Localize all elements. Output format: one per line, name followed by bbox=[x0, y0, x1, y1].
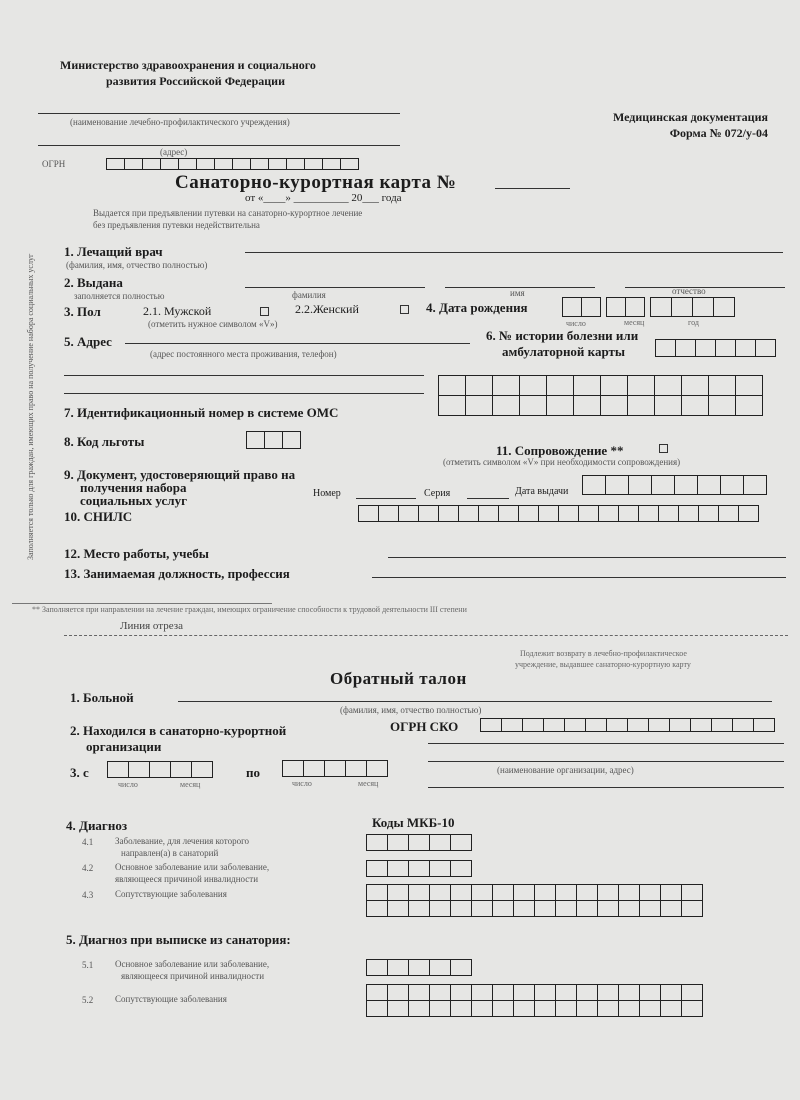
doc-number-line[interactable] bbox=[356, 498, 416, 499]
talon-title: Обратный талон bbox=[330, 669, 467, 688]
field9-label3: социальных услуг bbox=[80, 493, 187, 508]
d42-text2: являющееся причиной инвалидности bbox=[115, 874, 259, 884]
female-checkbox[interactable] bbox=[400, 305, 409, 314]
field8-label: 8. Код льготы bbox=[64, 434, 145, 449]
icd-header: Коды МКБ-10 bbox=[372, 815, 455, 830]
d41-code-boxes[interactable] bbox=[366, 834, 472, 851]
d43-num: 4.3 bbox=[82, 890, 94, 900]
patient-line[interactable] bbox=[178, 701, 772, 702]
d42-code-boxes[interactable] bbox=[366, 860, 472, 877]
card-number-line[interactable] bbox=[495, 188, 570, 189]
field6-label: 6. № истории болезни или bbox=[486, 328, 639, 343]
birth-month-boxes[interactable] bbox=[606, 297, 645, 317]
field12-label: 12. Место работы, учебы bbox=[64, 546, 209, 561]
address-line-1[interactable] bbox=[125, 343, 470, 344]
field3-label: 3. Пол bbox=[64, 304, 101, 319]
d42-text1: Основное заболевание или заболевание, bbox=[115, 862, 270, 872]
history-number-boxes[interactable] bbox=[655, 339, 776, 357]
issue-date-boxes[interactable] bbox=[582, 475, 767, 495]
field9-label2: получения набора bbox=[80, 480, 187, 495]
snils-boxes[interactable] bbox=[358, 505, 759, 522]
card-note-line2: без предъявления путевки недействительна bbox=[93, 220, 260, 230]
d51-code-boxes[interactable] bbox=[366, 959, 472, 976]
from-date-boxes[interactable] bbox=[107, 761, 213, 778]
d52-num: 5.2 bbox=[82, 995, 94, 1005]
from-day-caption: число bbox=[118, 780, 138, 789]
address-line-3[interactable] bbox=[64, 393, 424, 394]
org-line-1[interactable] bbox=[428, 743, 784, 744]
sex-caption: (отметить нужное символом «V») bbox=[148, 319, 278, 329]
escort-checkbox[interactable] bbox=[659, 444, 668, 453]
field1-line[interactable] bbox=[245, 252, 783, 253]
ogrn-label: ОГРН bbox=[42, 159, 66, 169]
issue-date-label: Дата выдачи bbox=[515, 486, 569, 497]
to-month-caption: месяц bbox=[358, 779, 379, 788]
doc-type: Медицинская документация bbox=[612, 110, 768, 124]
org-name-caption: (наименование лечебно-профилактического учреждения) bbox=[70, 117, 290, 127]
footnote: ** Заполняется при направлении на лечение граждан, имеющих ограничение способности к трудовой деятельности III степени bbox=[32, 605, 467, 614]
doc-series-line[interactable] bbox=[467, 498, 509, 499]
month-caption: месяц bbox=[624, 318, 645, 327]
cut-line bbox=[64, 635, 788, 636]
talon3-to-label: по bbox=[246, 765, 260, 780]
org-name-line[interactable] bbox=[38, 113, 400, 114]
talon1-label: 1. Больной bbox=[70, 690, 134, 705]
cut-line-label: Линия отреза bbox=[120, 620, 183, 632]
d43-code-row1[interactable] bbox=[366, 884, 703, 901]
male-label: 2.1. Мужской bbox=[143, 304, 212, 318]
name-caption: имя bbox=[510, 288, 525, 298]
footnote-rule bbox=[12, 603, 272, 604]
field7-label: 7. Идентификационный номер в системе ОМС bbox=[64, 405, 339, 420]
d41-text2: направлен(а) в санаторий bbox=[121, 848, 219, 858]
field9-label: 9. Документ, удостоверяющий право на bbox=[64, 467, 296, 482]
d43-code-row2[interactable] bbox=[366, 900, 703, 917]
patronymic-caption: отчество bbox=[672, 286, 706, 296]
d41-text1: Заболевание, для лечения которого bbox=[115, 836, 250, 846]
position-line[interactable] bbox=[372, 577, 786, 578]
d41-num: 4.1 bbox=[82, 837, 94, 847]
d51-text1: Основное заболевание или заболевание, bbox=[115, 959, 270, 969]
side-note: Заполняется только для граждан, имеющих право на получение набора социальных услуг bbox=[26, 253, 35, 560]
field6-label2: амбулаторной карты bbox=[502, 344, 626, 359]
talon4-label: 4. Диагноз bbox=[66, 818, 128, 833]
ministry-line1: Министерство здравоохранения и социального bbox=[60, 58, 316, 72]
card-note-line1: Выдается при предъявлении путевки на санаторно-курортное лечение bbox=[93, 208, 363, 218]
org-line-3[interactable] bbox=[428, 787, 784, 788]
birth-year-boxes[interactable] bbox=[650, 297, 735, 317]
from-month-caption: месяц bbox=[180, 780, 201, 789]
d43-text1: Сопутствующие заболевания bbox=[115, 889, 227, 899]
field4-label: 4. Дата рождения bbox=[426, 300, 528, 315]
form-number: Форма № 072/у-04 bbox=[669, 126, 768, 140]
address-line[interactable] bbox=[38, 145, 400, 146]
address-caption: (адрес) bbox=[160, 147, 188, 157]
doc-series-label: Серия bbox=[424, 488, 451, 499]
field5-caption: (адрес постоянного места проживания, телефон) bbox=[150, 349, 337, 359]
ogrn-boxes[interactable] bbox=[106, 158, 359, 170]
field1-label: 1. Лечащий врач bbox=[64, 244, 163, 259]
talon2-label2: организации bbox=[86, 739, 162, 754]
talon5-label: 5. Диагноз при выписке из санатория: bbox=[66, 932, 291, 947]
org-line-2[interactable] bbox=[428, 761, 784, 762]
ogrn-sko-label: ОГРН СКО bbox=[390, 719, 459, 734]
talon1-caption: (фамилия, имя, отчество полностью) bbox=[340, 705, 482, 715]
field2-caption: заполняется полностью bbox=[74, 291, 165, 301]
field11-caption: (отметить символом «V» при необходимости сопровождения) bbox=[443, 457, 681, 467]
surname-line[interactable] bbox=[245, 287, 425, 288]
card-date-line: от «____» __________ 20___ года bbox=[245, 192, 402, 204]
return-note-line1: Подлежит возврату в лечебно-профилактическое bbox=[520, 649, 687, 658]
benefit-code-boxes[interactable] bbox=[246, 431, 301, 449]
talon3-from-label: 3. с bbox=[70, 765, 89, 780]
year-caption: год bbox=[688, 318, 699, 327]
d51-text2: являющееся причиной инвалидности bbox=[121, 971, 265, 981]
talon2-label: 2. Находился в санаторно-курортной bbox=[70, 723, 287, 738]
field2-label: 2. Выдана bbox=[64, 275, 123, 290]
ministry-line2: развития Российской Федерации bbox=[106, 74, 285, 88]
field5-label: 5. Адрес bbox=[64, 334, 112, 349]
oms-grid-row1[interactable] bbox=[438, 375, 763, 396]
address-line-2[interactable] bbox=[64, 375, 424, 376]
surname-caption: фамилия bbox=[292, 290, 326, 300]
d52-code-row2[interactable] bbox=[366, 1000, 703, 1017]
d52-code-row1[interactable] bbox=[366, 984, 703, 1001]
d52-text1: Сопутствующие заболевания bbox=[115, 994, 227, 1004]
male-checkbox[interactable] bbox=[260, 307, 269, 316]
ogrn-sko-boxes[interactable] bbox=[480, 718, 775, 732]
org-caption: (наименование организации, адрес) bbox=[497, 765, 634, 775]
to-day-caption: число bbox=[292, 779, 312, 788]
workplace-line[interactable] bbox=[388, 557, 786, 558]
return-note-line2: учреждение, выдавшее санаторно-курортную карту bbox=[515, 660, 691, 669]
oms-grid-row2[interactable] bbox=[438, 395, 763, 416]
birth-day-boxes[interactable] bbox=[562, 297, 601, 317]
to-date-boxes[interactable] bbox=[282, 760, 388, 777]
day-caption: число bbox=[566, 319, 586, 328]
female-label: 2.2.Женский bbox=[295, 302, 359, 316]
doc-number-label: Номер bbox=[313, 488, 341, 499]
card-title: Санаторно-курортная карта № bbox=[175, 172, 457, 193]
d42-num: 4.2 bbox=[82, 863, 94, 873]
field11-label: 11. Сопровождение ** bbox=[496, 443, 624, 458]
d51-num: 5.1 bbox=[82, 960, 94, 970]
field13-label: 13. Занимаемая должность, профессия bbox=[64, 566, 290, 581]
field10-label: 10. СНИЛС bbox=[64, 509, 133, 524]
field1-caption: (фамилия, имя, отчество полностью) bbox=[66, 260, 208, 270]
